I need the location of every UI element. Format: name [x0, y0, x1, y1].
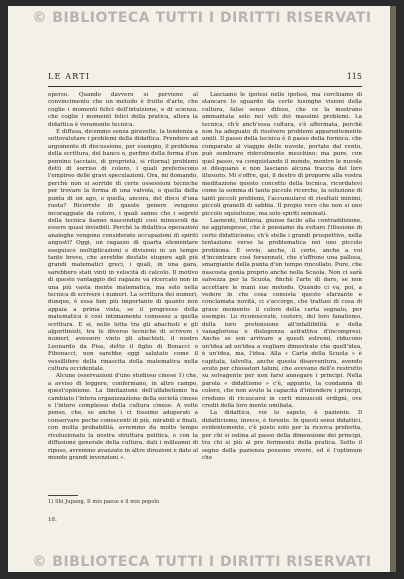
watermark-top: © BIBLIOTECA TUTTI I DIRITTI RISERVATI [32, 10, 372, 26]
header-rule [48, 86, 362, 87]
page-number: 115 [346, 72, 362, 81]
right-column [202, 92, 362, 462]
paragraph: Alcune osservazioni d'uno studioso cinese 1) che, a avviso di leggere, confermano, in altro campo, quest'opinione. La limitazione dell'alfabetismo ha cambiato l'intera organizzazione della società cinese e l'intero complesso della cultura cinese. A volte penso, che, se anche i ci fossimo adoperati a conservare poche conoscenti di più, mirabili e finali, con molta probabilità, avremmo da molto tempo rivoluzionato la nostra struttura politica, e con la diffusione generale della cultura, dati i milleanni di riposo, avremmo avanzato in altre direzioni e dato al mondo grandi invenzioni ». [48, 373, 199, 461]
left-column [48, 92, 198, 462]
paragraph: Laonenti, tuttavia, giunse facile alla contraddizione, ne aggiungesse, che è pensiamo da evitare l'illusione di certo didatticismo, ch'è stelle i grandi prospettive, nella tentazione verso la problematica nei uno piccolo problema. È ovvio, anche, il certo, anche a voi d'incontrare così forsennati, che s'offrono una pallosa, smargiante della punta d'un tempo rincollato. Pure, che nascosta gonia proprio anche nella Scuola. Non ci sarà salvezza per la Scuola, finchè l'arte di dare, se non accettare le mani sue metodo. Quando ci va, poi, a vedere in che cosa consista questo sfarzante e conclamata novità, ci s'accorge, che trattasi di cosa di grave momento: il colore della carta segnato, per esempio. Lo riconosceste, costoro, del loro fanatismo, della loro pretensione all'infallibilità e della vanagloriosa e dislegenza astrattiva d'incompresi. Anche se son arrivare a questi estremi, riducono un'idea ad un'idea a vegliare dimostrate che quell'idea, è un'idea, ma, l'idea. Alla « Carta della Scuola » è capitata, talvolta, anche questa disavventura, avendo avuto per chiosatori taluni, che avevano dell'e restrutto su solvagente per non farsi annegare i principi. Nella parola « didattismo » c'è, appunto, la condanna di coloro, che non avuto la capacità d'intendere i principi, credono di ricuscarsi in certi minuscoli ordigni, ove credit della loro mente umiliata. [202, 217, 362, 410]
paragraph: operso. Quando davvero si perviene al convincimento che un metodo è frutto d'arte, che coglie i momenti felici dell'intuizione, e di scienza, che coglie i momenti felici della pratica, allora la didattica è veramente tecnica. [48, 92, 198, 128]
folio-number: 18. [48, 517, 57, 523]
page-edge-shadow [390, 6, 396, 572]
paragraph: È diffusa, dicemmo senza giravolte, la tendenza a sottovalutare i problemi della didattica. Prendere ad argomento di discussione, per esempio, il problema della scrittura, del banco o, perfino della forma d'un pennino (acciaio, di proprietà, si ritorna) problemi detti di sorriso di coloro, i quali preferiscono l'empireo delle gravi speculazioni. Ora, mi domando, perchè non si sorride di certe ossessioni tecniche per trovare la forma di una valvola, o quella della punta di un ago, o quella, ancora, del disco d'una ruota? Ricorrete di queste genere vengono incoraggiate da coloro, i quali sanno che i segreti della tecnica hanno nascondigli così minuscoli da essere quasi invisibili. Perchè la didattica operazioni analoghe vengono considerate occupazioni di spiriti angusti? Oggi, un ragazzo di quarta elementare eseguisce moltiplicazioni e divisioni in un tempo tanto breve, che avrebbe destato stupore agli più grandi matematici greci, i quali, in una gara, sarebbero stati vinti in velocità di calcolo. Il motivo di questo vantaggio del ragazzo va ricercato non in una più vasta mente matematica, ma solo nella tecnica di scrivere i numeri. La scrittura dei numeri, dunque, è essa ben più importante di quanto non appaia a prima vista, se il progresso della matematica è così intimamente connesso a quella scrittura. E si, nelle lotta tra gli abachisti e gli algoritmisti, tra le diverse tecniche di scrivere i numeri, avessero vinto gli abachisti, il nostro Leonardo da Pisa, detto il figlio di Bonacci o Fibonacci, non sarebbe oggi salutato come il vessillifero della rinascita della matematica nella cultura occidentale. [48, 129, 198, 373]
paragraph: La didattica, voi lo sapete, è paziente. Il didatticismo, invece, è furente. In questi sensi didattici, evidentemente, c'è posto solo per la ricerca preferita, per chi si ostina al passo della dimensione dei principi, tra chi si più al pre ferimento della pratica. Sotto il segno della pazienza possono vivere, ed è l'optimum che [202, 410, 362, 461]
running-header [48, 72, 362, 86]
footnote: 1) Shi Jupang, Il mio paese e il mio popolo. [48, 499, 161, 505]
footnote-rule [48, 495, 78, 496]
section-title: LE ARTI [48, 72, 91, 81]
scanned-page [8, 6, 396, 572]
paragraph: Lasciamo le ipotesi nelle ipotesi, ma cerchiamo di stancare lo sguardo da certe lusinghe visioni della cultura, falso senso difeso, che ce la mostrano ammantata solo nei veli dei massimi problemi. La tecnica, ch'è anch'essa cultura, s'è affermata, perchè non ha adeguato di risolvere problemi apparentemente umili. Il passo della tecnica è il passo della formica, che comparato al viaggio delle nuvole, portate dal vento, può sembrare ridevolmente meschino; ma pure, con quel passo, va conquistando il mondo, mentre le nuvole si dileguano e non lasciano alcuna traccia del loro illusorio. Mi s'offre, qui, il destro di proporre alla vostra meditazione questo concetto della tecnica, ricordatevi come la somma di tante piccole ricerche, la soluzione di tanti piccoli problemi, l'accumularsi di risultati minimi, piccoli granelli di sabbia. Il propio vero che non si uno piccolo squisitezze, ma solo spiriti seminati. [202, 92, 362, 217]
watermark-bottom: © BIBLIOTECA TUTTI I DIRITTI RISERVATI [32, 554, 372, 570]
